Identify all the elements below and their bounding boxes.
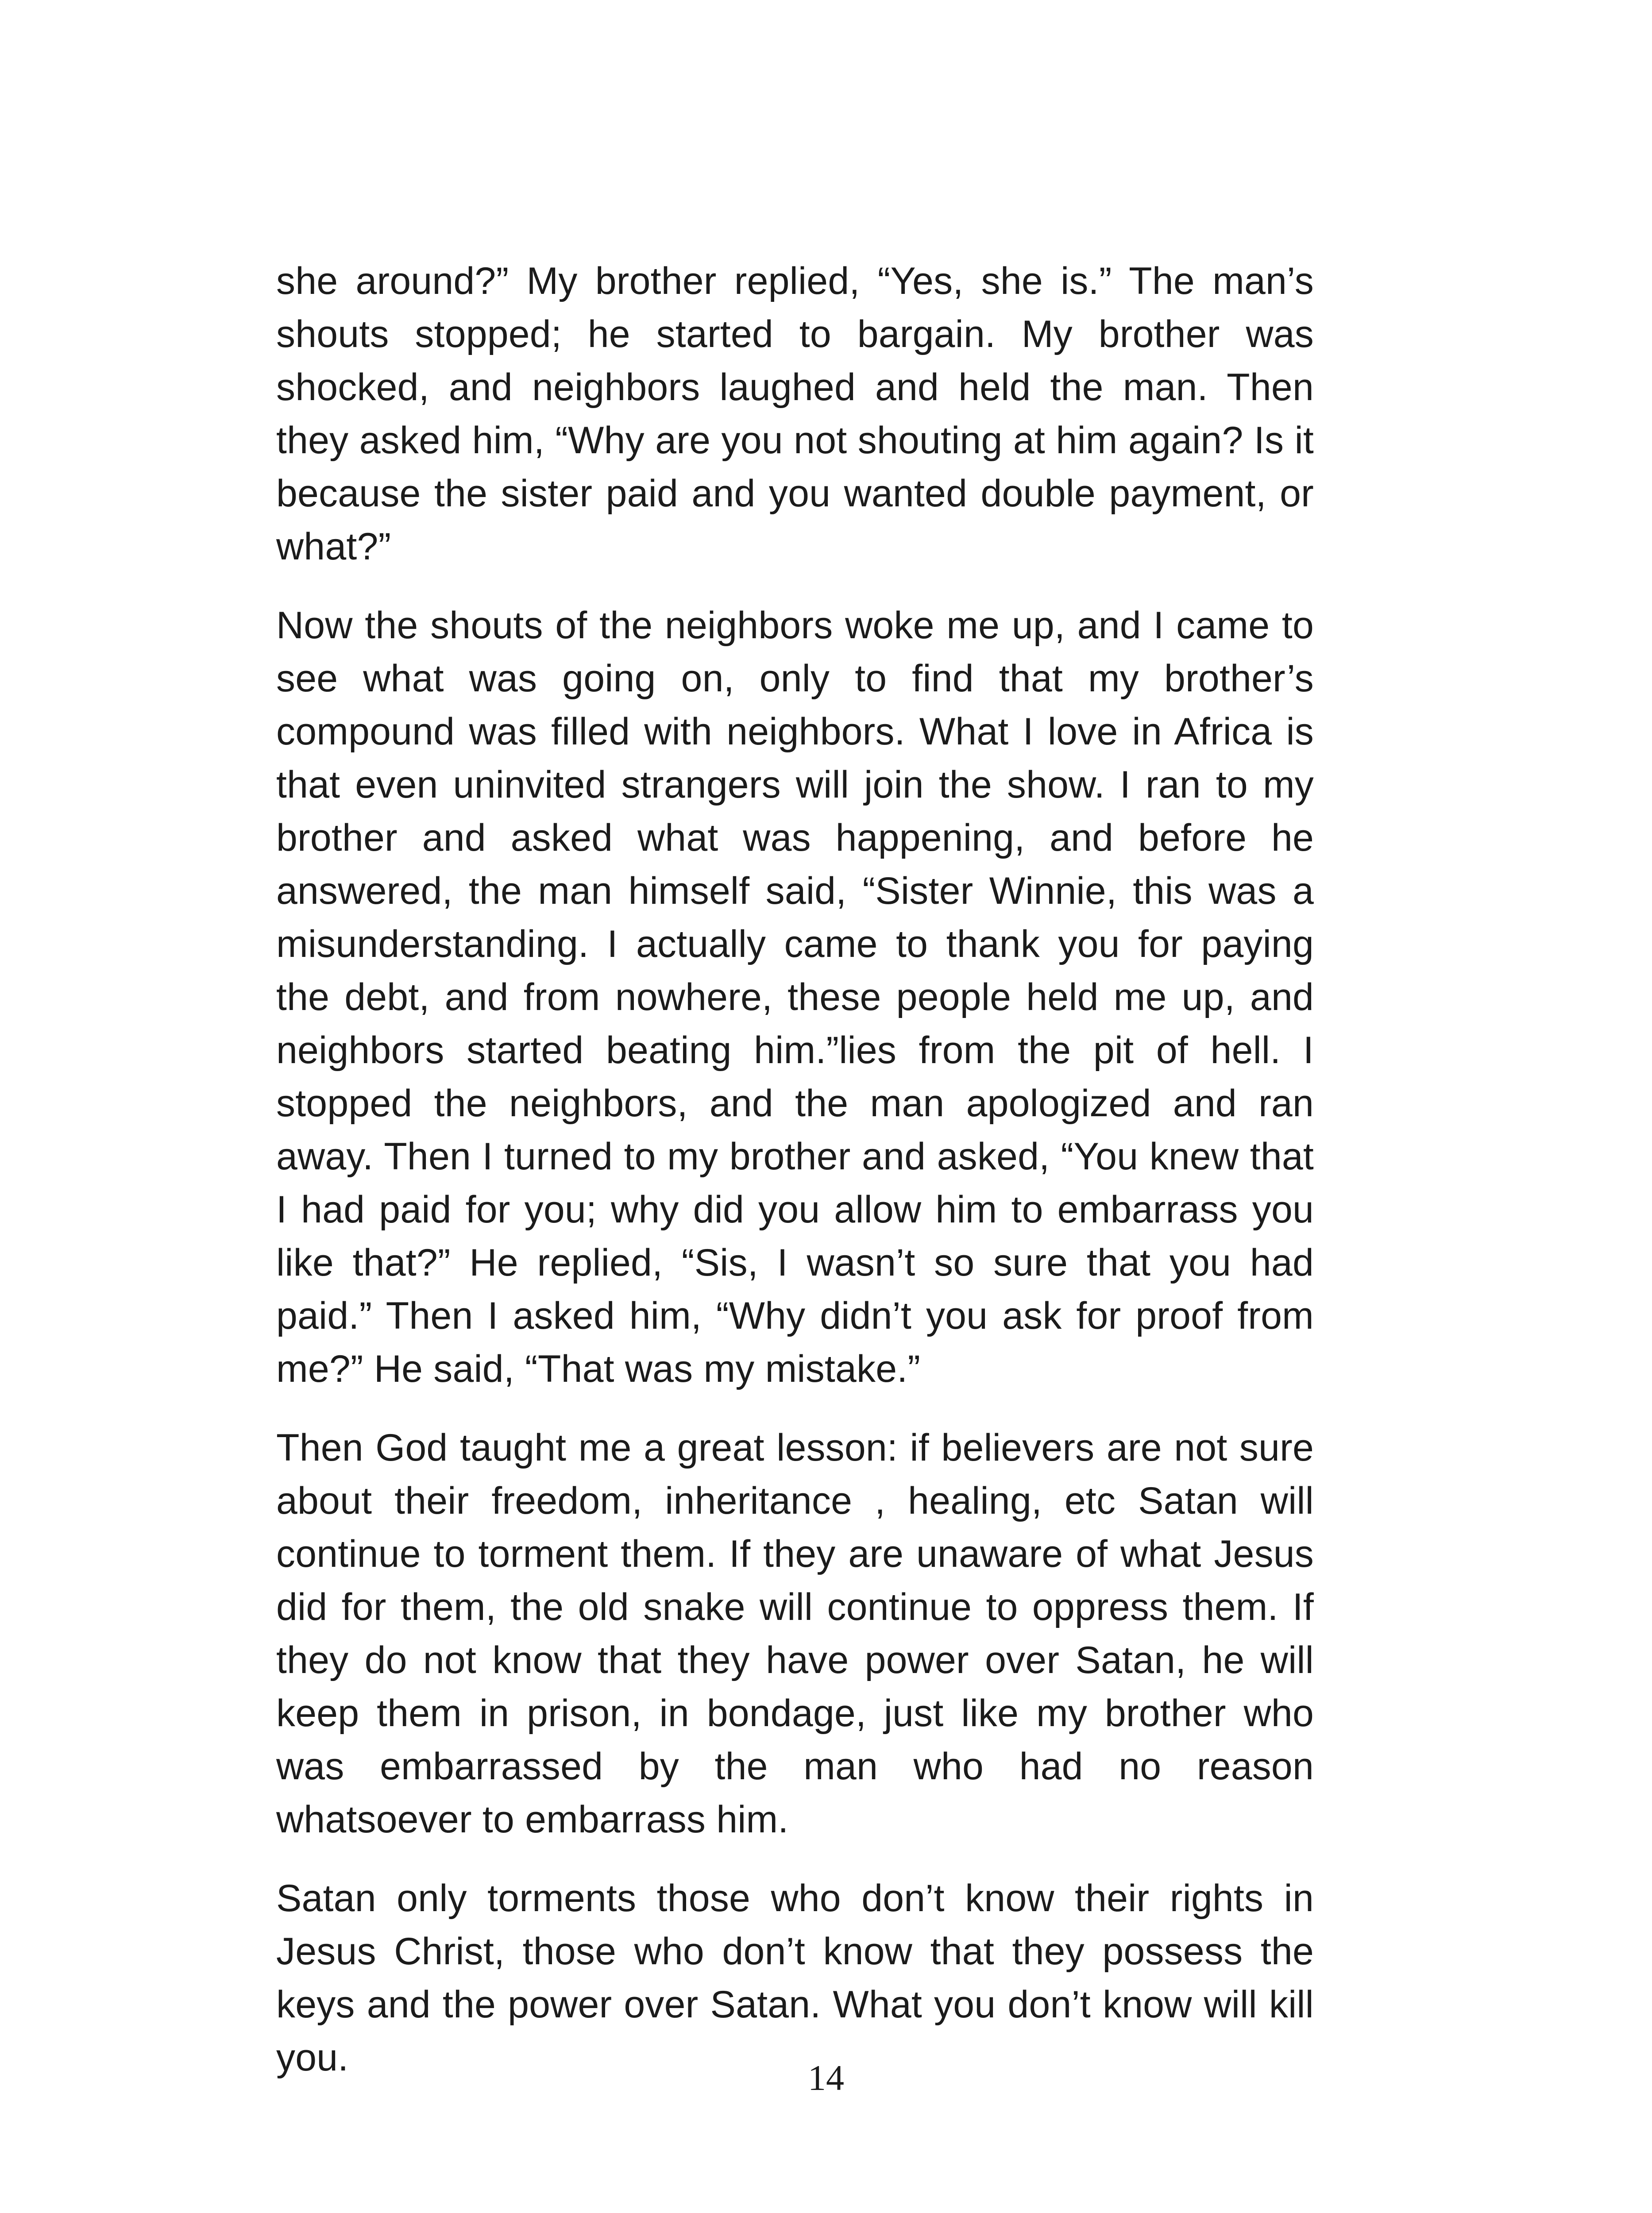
page-number: 14: [808, 2058, 844, 2098]
paragraph-1: she around?” My brother replied, “Yes, she is.” The man’s shouts stopped; he started to bargain. My brother was shocked, and neighbors laughed and held the man. Then they asked him, “Why are you not shouting at him again? Is it because the sister paid and you wanted double payment, or what?”: [276, 260, 1314, 568]
body-text: [276, 254, 1314, 2110]
paragraph-2: Now the shouts of the neighbors woke me up, and I came to see what was going on, only to find that my brother’s compound was filled with neighbors. What I love in Africa is that even uninvited strangers will join the show. I ran to my brother and asked what was happening, and before he answered, the man himself said, “Sister Winnie, this was a misunderstanding. I actually came to thank you for paying the debt, and from nowhere, these people held me up, and neighbors started beating him.”lies from the pit of hell. I stopped the neighbors, and the man apologized and ran away. Then I turned to my brother and asked, “You knew that I had paid for you; why did you allow him to embarrass you like that?” He replied, “Sis, I wasn’t so sure that you had paid.” Then I asked him, “Why didn’t you ask for proof from me?” He said, “That was my mistake.”: [276, 604, 1314, 1390]
paragraph-3: Then God taught me a great lesson: if believers are not sure about their freedom, inheritance , healing, etc Satan will continue to torment them. If they are unaware of what Jesus did for them, the old snake will continue to oppress them. If they do not know that they have power over Satan, he will keep them in prison, in bondage, just like my brother who was embarrassed by the man who had no reason whatsoever to embarrass him.: [276, 1426, 1314, 1841]
paragraph-4: Satan only torments those who don’t know their rights in Jesus Christ, those who don’t know that they possess the keys and the power over Satan. What you don’t know will kill you.: [276, 1877, 1314, 2079]
